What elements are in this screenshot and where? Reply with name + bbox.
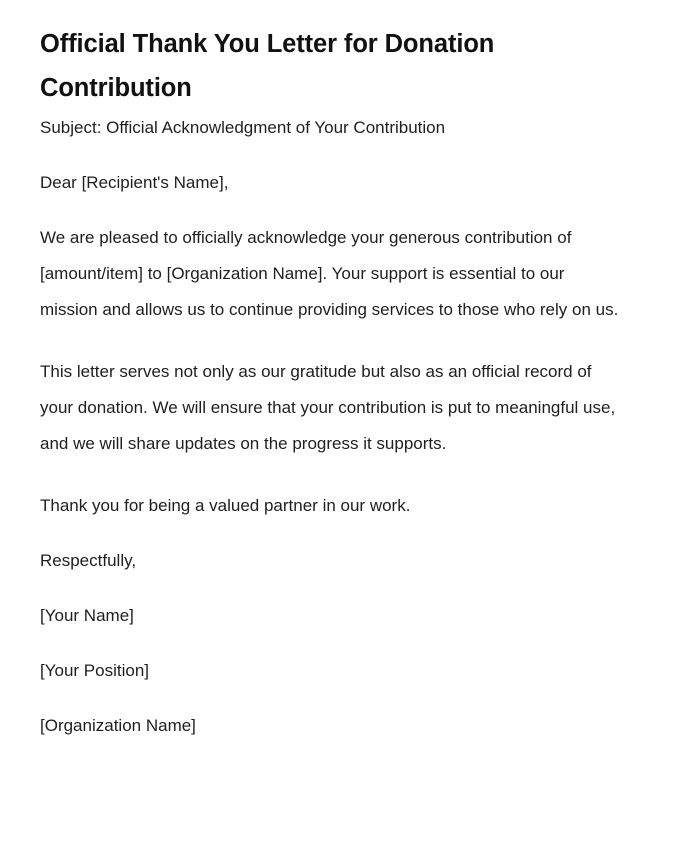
salutation: Dear [Recipient's Name], xyxy=(40,173,229,192)
letter-body xyxy=(40,110,622,763)
subject-line: Subject: Official Acknowledgment of Your Contribution xyxy=(40,118,446,137)
closing-salutation: Respectfully, xyxy=(40,551,137,570)
body-paragraph-2: This letter serves not only as our gratitude but also as an official record of your donation. We will ensure that your contribution is put to meaningful use, and we will share updates on the progress it supports. xyxy=(40,362,616,453)
page-title: Official Thank You Letter for Donation Contribution xyxy=(40,30,495,102)
signature-organization: [Organization Name] xyxy=(40,716,196,735)
signature-position: [Your Position] xyxy=(40,661,149,680)
signature-name: [Your Name] xyxy=(40,606,134,625)
body-paragraph-1: We are pleased to officially acknowledge your generous contribution of [amount/item] to [Organization Name]. Your support is essential to our mission and allows us to continue providing services to those who rely on us. xyxy=(40,228,619,319)
body-paragraph-3: Thank you for being a valued partner in our work. xyxy=(40,496,411,515)
